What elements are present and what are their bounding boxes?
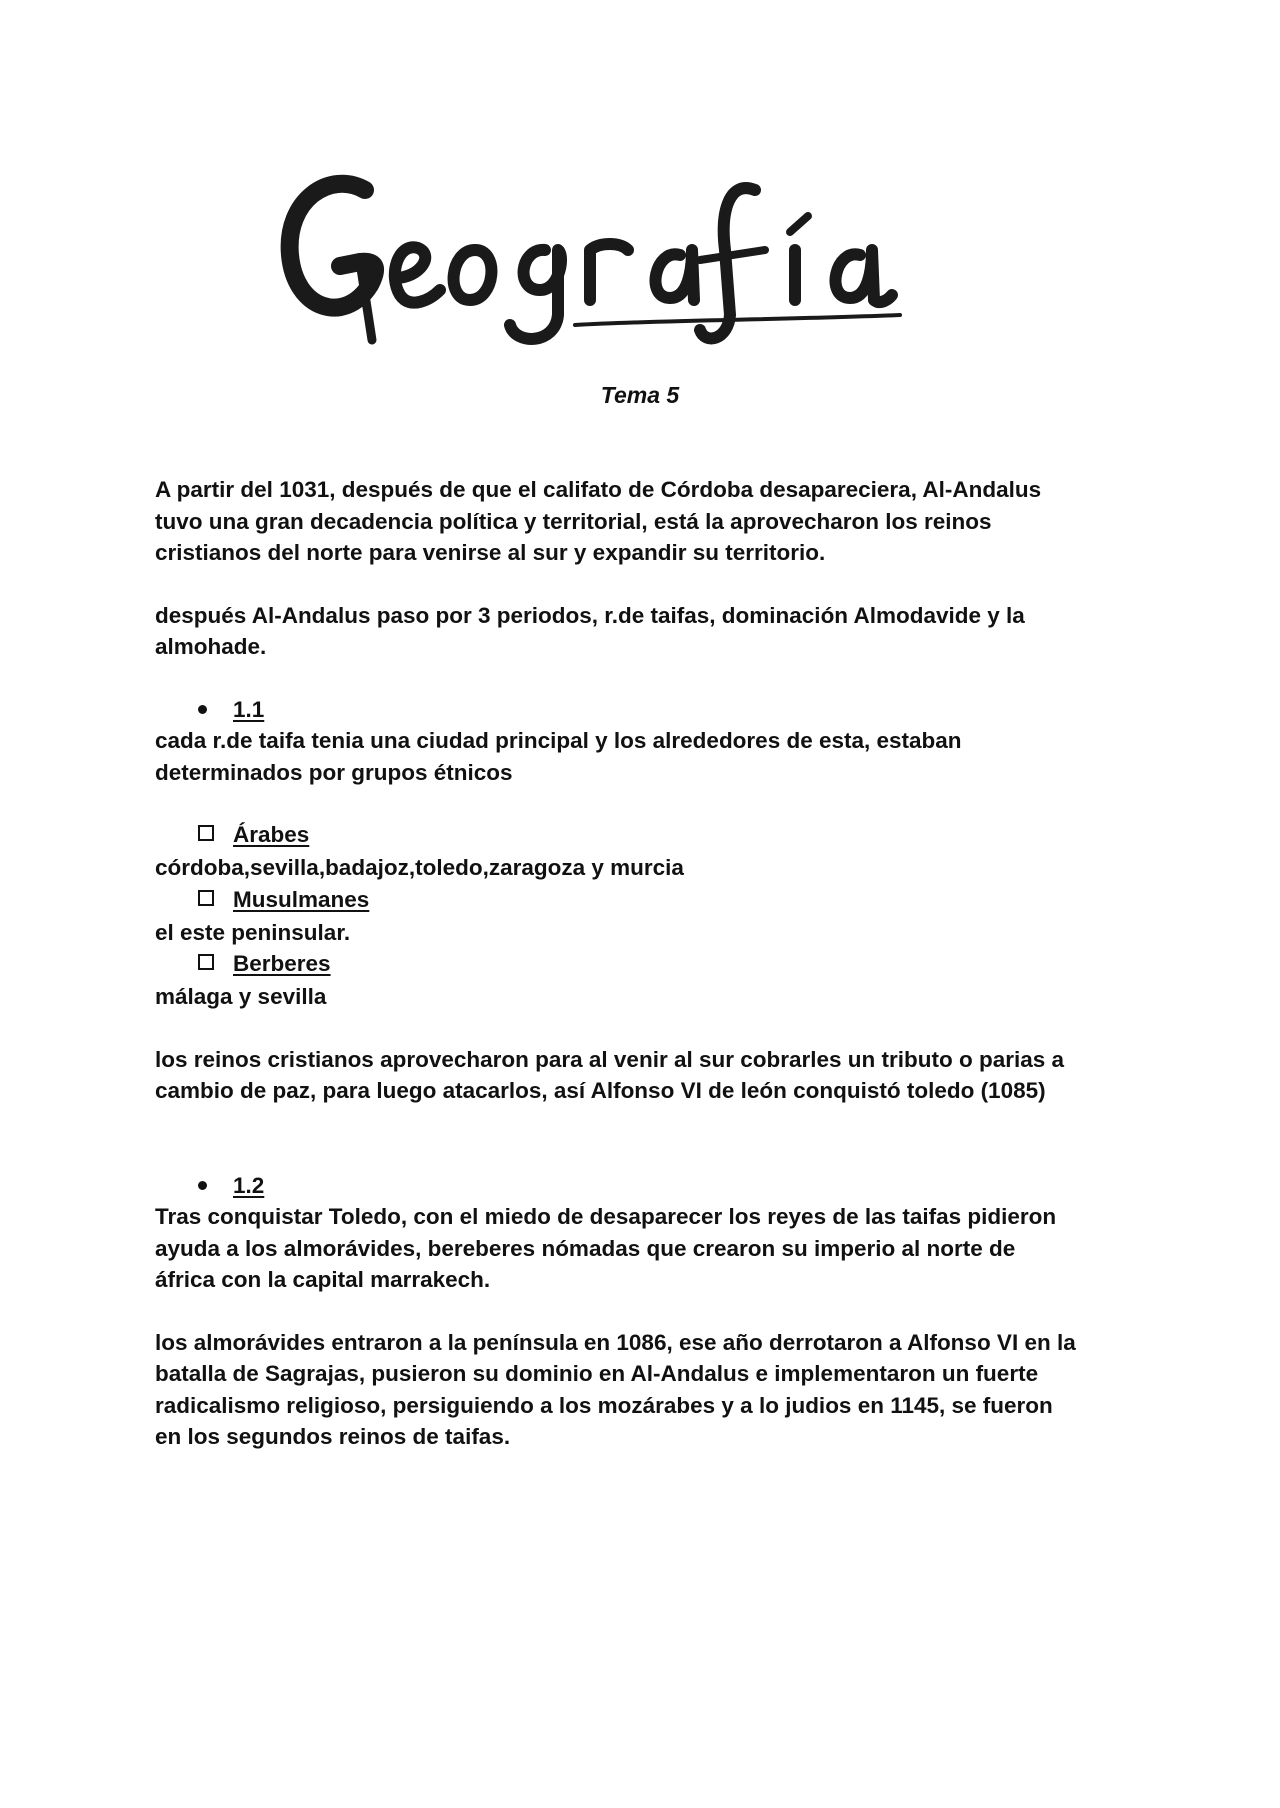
- checkbox-icon[interactable]: [198, 890, 214, 906]
- paragraph-line: Tras conquistar Toledo, con el miedo de desaparecer los reyes de las taifas pidieron: [155, 1204, 1057, 1229]
- checklist-label: Musulmanes: [233, 886, 370, 912]
- paragraph-line: cristianos del norte para venirse al sur y expandir su territorio.: [155, 540, 826, 565]
- checklist-label: Berberes: [233, 951, 331, 976]
- checklist-item-musulmanes[interactable]: [155, 884, 1135, 917]
- document-body: [155, 474, 1135, 1453]
- geografia-logo-icon: [260, 150, 1020, 350]
- paragraph-line: cada r.de taifa tenia una ciudad principal y los alrededores de esta, estaban: [155, 728, 962, 753]
- subtitle: Tema 5: [600, 382, 680, 408]
- paragraph-line: tuvo una gran decadencia política y territorial, está la aprovecharon los reinos: [155, 508, 992, 534]
- checkbox-icon[interactable]: [198, 954, 214, 970]
- checkbox-icon[interactable]: [198, 825, 214, 841]
- paragraph-line: radicalismo religioso, persiguiendo a los mozárabes y a lo judios en 1145, se fueron: [155, 1392, 1053, 1418]
- paragraph-line: determinados por grupos étnicos: [155, 759, 513, 785]
- paragraph-line: A partir del 1031, después de que el califato de Córdoba desapareciera, Al-Andalus: [155, 477, 1042, 502]
- paragraph-line: los almorávides entraron a la península en 1086, ese año derrotaron a Alfonso VI en la: [155, 1329, 1076, 1355]
- paragraph-line: ayuda a los almorávides, bereberes nómadas que crearon su imperio al norte de: [155, 1235, 1016, 1261]
- paragraph-line: áfrica con la capital marrakech.: [155, 1267, 491, 1292]
- checklist-text: córdoba,sevilla,badajoz,toledo,zaragoza y murcia: [155, 855, 684, 880]
- bullet-item-1-2: [155, 1170, 1135, 1202]
- paragraph-line: cambio de paz, para luego atacarlos, así Alfonso VI de león conquistó toledo (1085): [155, 1078, 1046, 1103]
- paragraph-line: los reinos cristianos aprovecharon para al venir al sur cobrarles un tributo o parias a: [155, 1046, 1065, 1072]
- paragraph-line: después Al-Andalus paso por 3 periodos, r.de taifas, dominación Almodavide y la: [155, 602, 1025, 628]
- checklist-text: málaga y sevilla: [155, 984, 327, 1009]
- checklist-item-arabes[interactable]: [155, 819, 1135, 852]
- bullet-icon: [198, 1181, 207, 1190]
- checklist-item-berberes[interactable]: [155, 948, 1135, 981]
- title-logo: [0, 150, 1280, 370]
- paragraph-line: en los segundos reinos de taifas.: [155, 1424, 511, 1449]
- checklist-label: Árabes: [233, 822, 310, 847]
- bullet-item-1-1: [155, 694, 1135, 726]
- bullet-icon: [198, 705, 207, 714]
- paragraph-line: batalla de Sagrajas, pusieron su dominio en Al-Andalus e implementaron un fuerte: [155, 1361, 1039, 1386]
- checklist-text: el este peninsular.: [155, 919, 351, 945]
- section-heading: 1.2: [233, 1172, 265, 1198]
- section-heading: 1.1: [233, 696, 265, 722]
- paragraph-line: almohade.: [155, 634, 267, 659]
